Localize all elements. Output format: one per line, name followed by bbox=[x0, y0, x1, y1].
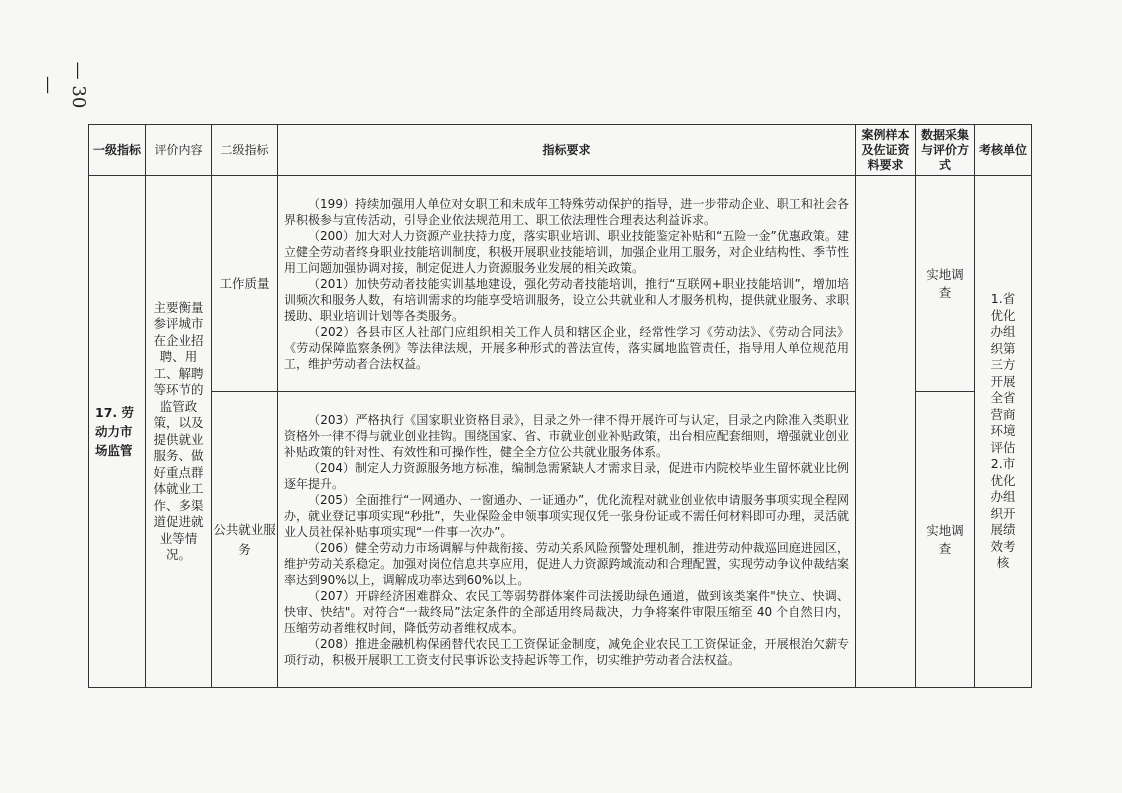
level1-indicator: 17. 劳动力市场监管 bbox=[89, 176, 146, 688]
requirement-item: （202）各县市区人社部门应组织相关工作人员和辖区企业，经常性学习《劳动法》、《劳动合同法》《劳动保障监察条例》等法律法规，开展多种形式的普法宣传，落实属地监管责任，指导用人单位规范用工，维护劳动者合法权益。 bbox=[284, 324, 849, 371]
indicator-table bbox=[88, 124, 1032, 688]
level2-public-employment: 公共就业服务 bbox=[212, 392, 278, 688]
header-case-samples: 案例样本及佐证资料要求 bbox=[856, 125, 916, 176]
requirements-public-employment bbox=[278, 392, 856, 688]
requirement-item: （207）开辟经济困难群众、农民工等弱势群体案件司法援助绿色通道，做到该类案件"快立、快调、快审、快结"。对符合“一裁终局”法定条件的全部适用终局裁决，力争将案件审限压缩至 40 个自然日内，压缩劳动者维权时间，降低劳动者维权成本。 bbox=[284, 588, 849, 635]
requirement-item: （206）健全劳动力市场调解与仲裁衔接、劳动关系风险预警处理机制，推进劳动仲裁巡回庭进园区，维护劳动关系稳定。加强对岗位信息共享应用，促进人力资源跨域流动和合理配置，实现劳动争议仲裁结案率达到90%以上，调解成功率达到60%以上。 bbox=[284, 540, 849, 587]
header-data-method: 数据采集与评价方式 bbox=[916, 125, 975, 176]
eval-content: 主要衡量参评城市在企业招聘、用工、解聘等环节的监管政策，以及提供就业服务、做好重点群体就业工作、多渠道促进就业等情况。 bbox=[146, 176, 212, 688]
header-assess-unit: 考核单位 bbox=[975, 125, 1032, 176]
header-eval-content: 评价内容 bbox=[146, 125, 212, 176]
level2-work-quality: 工作质量 bbox=[212, 176, 278, 392]
requirement-item: （203）严格执行《国家职业资格目录》，目录之外一律不得开展许可与认定，目录之内除准入类职业资格外一律不得与就业创业挂钩。围绕国家、省、市就业创业补贴政策，出台相应配套细则，增强就业创业补贴政策的针对性、有效性和可操作性，健全全方位公共就业服务体系。 bbox=[284, 412, 849, 459]
method-work-quality: 实地调查 bbox=[916, 176, 975, 392]
case-samples-cell bbox=[856, 176, 916, 688]
requirement-item: （201）加快劳动者技能实训基地建设，强化劳动者技能培训，推行“互联网+职业技能培训”，增加培训频次和服务人数，有培训需求的均能享受培训服务，设立公共就业和人才服务机构，提供就业服务、求职援助、职业培训计划等各类服务。 bbox=[284, 276, 849, 323]
requirements-work-quality bbox=[278, 176, 856, 392]
requirement-item: （199）持续加强用人单位对女职工和未成年工特殊劳动保护的指导，进一步带动企业、职工和社会各界积极参与宣传活动，引导企业依法规范用工、职工依法理性合理表达利益诉求。 bbox=[284, 196, 849, 227]
header-level2: 二级指标 bbox=[212, 125, 278, 176]
header-row bbox=[89, 125, 1032, 176]
method-public-employment: 实地调查 bbox=[916, 392, 975, 688]
header-requirements: 指标要求 bbox=[278, 125, 856, 176]
requirement-item: （200）加大对人力资源产业扶持力度，落实职业培训、职业技能鉴定补贴和“五险一金”优惠政策。建立健全劳动者终身职业技能培训制度，积极开展职业技能培训，加强企业用工服务，对企业结构性、季节性用工问题加强协调对接，制定促进人力资源服务业发展的相关政策。 bbox=[284, 228, 849, 275]
assess-unit: 1.省优化办组织第三方开展全省营商环境评估 2.市优化办组织开展绩效考核 bbox=[975, 176, 1032, 688]
header-level1: 一级指标 bbox=[89, 125, 146, 176]
requirement-item: （204）制定人力资源服务地方标准，编制急需紧缺人才需求目录，促进市内院校毕业生留怀就业比例逐年提升。 bbox=[284, 460, 849, 491]
table-row bbox=[89, 176, 1032, 392]
requirement-item: （208）推进金融机构保函替代农民工工资保证金制度，减免企业农民工工资保证金，开展根治欠薪专项行动，积极开展职工工资支付民事诉讼支持起诉等工作，切实维护劳动者合法权益。 bbox=[284, 636, 849, 667]
page-number: — 30 — bbox=[38, 61, 89, 109]
requirement-item: （205）全面推行“一网通办、一窗通办、一证通办”，优化流程对就业创业依申请服务事项实现全程网办，就业登记事项实现“秒批”，失业保险金申领事项实现仅凭一张身份证或不需任何材料即可办理，灵活就业人员社保补贴事项实现“一件事一次办”。 bbox=[284, 492, 849, 539]
